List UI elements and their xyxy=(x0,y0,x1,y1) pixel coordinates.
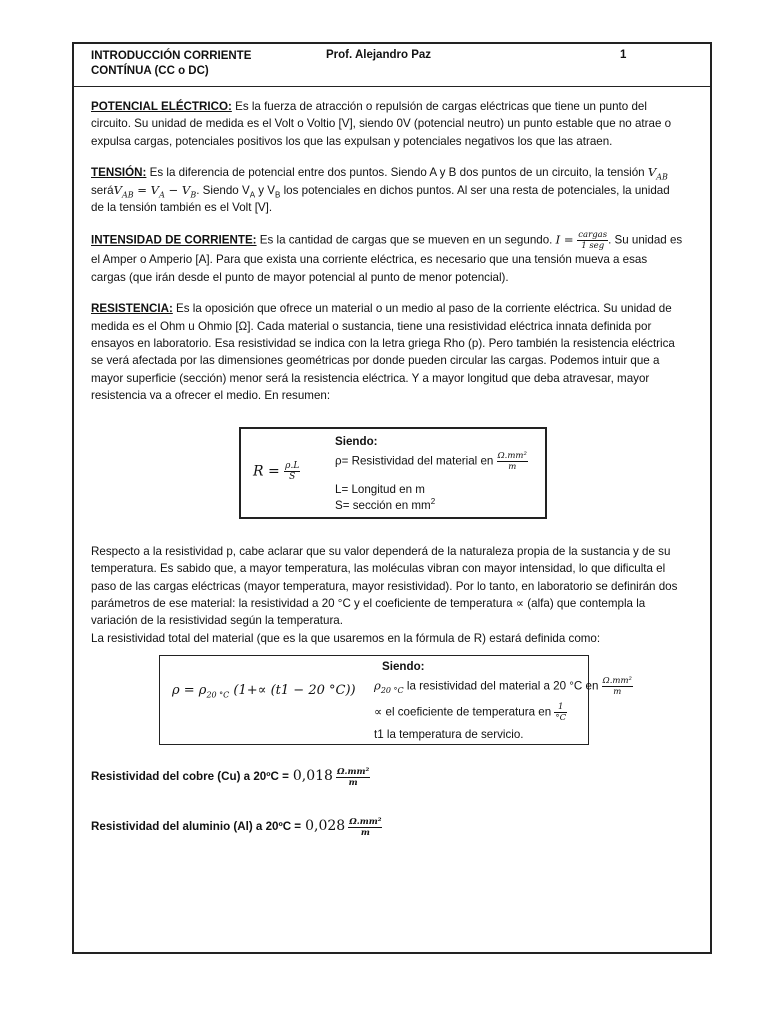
aluminum-resistivity: Resistividad del aluminio (Al) a 20ºC = 0,028 $\frac{\text{Ω.mm²}}{m}$ xyxy=(91,816,382,838)
rho-definition: ρ= Resistividad del material en $\frac{\text{Ω.mm²}}{m}$ xyxy=(335,450,527,472)
siendo-label: Siendo: xyxy=(335,434,378,448)
potencial-label: POTENCIAL ELÉCTRICO: xyxy=(91,100,232,113)
potencial-text: Es la fuerza de atracción o repulsión de cargas eléctricas que tiene un punto del circuito. Su unidad de medida es el Volt o Voltio [V], siendo 0V (potencial neutro) un punto estable que no atrae o expulsa cargas, potenciales positivos los que las expulsan y potenciales negativos los que las atraen. xyxy=(91,100,672,148)
intensidad-label: INTENSIDAD DE CORRIENTE: xyxy=(91,234,257,247)
siendo-label-2: Siendo: xyxy=(382,660,425,674)
professor-name: Prof. Alejandro Paz xyxy=(326,49,432,61)
paragraph-resistividad: Respecto a la resistividad p, cabe aclarar que su valor dependerá de la naturaleza propia de la sustancia y de su temperatura. Es sabido que, a mayor temperatura, las moléculas vibran con mayor intensidad, lo que dificulta el paso de las cargas eléctricas (mayor temperatura, mayor resistividad). Por lo tanto, en laboratorio se definirán dos parámetros de ese material: la resistividad a 20 °C y el coeficiente de temperatura ∝ (alfa) que contempla la variación de la resistividad según la temperatura. La resistividad total del material (que es la que usaremos en la fórmula de R) estará definida como: xyxy=(91,544,678,645)
page-frame xyxy=(72,42,712,954)
tension-equation: $V_{AB} = V_A - V_B$ xyxy=(113,182,197,199)
vab-symbol: $V_{AB}$ xyxy=(647,165,668,182)
t1-definition: t1 la temperatura de servicio. xyxy=(374,728,524,742)
section-resistencia: RESISTENCIA: Es la oposición que ofrece un material o un medio al paso de la corriente eléctrica. Su unidad de medida es el Ohm u Ohmio [Ω]. Cada material o sustancia, tiene una resistividad eléctrica innata definida por ensayos en laboratorio. Esa resistividad se indica con la letra griega Rho (p). Pero también la resistencia eléctrica se verá afectada por las dimensiones geométricas por donde pueden circular las cargas. Podemos intuir que a mayor superficie (sección) menor será la resistencia eléctrica. Y a mayor longitud que deba atravesar, mayor resistencia va a ofrecer el medio. En resumen: xyxy=(91,302,675,403)
alpha-definition: ∝ el coeficiente de temperatura en $\frac{1}{^\circ C}$ xyxy=(374,702,567,724)
tension-label: TENSIÓN: xyxy=(91,166,147,180)
section-definition: S= sección en $mm^2$ xyxy=(335,496,436,512)
title-line-1: INTRODUCCIÓN CORRIENTE xyxy=(91,50,252,62)
section-intensidad: INTENSIDAD DE CORRIENTE: Es la cantidad de cargas que se mueven en un segundo. I = $\frac{\text{cargas}}{\text{1 seg}}$ . Su unidad es el Amper o Amperio [A]. Para que exista una corriente eléctrica, es necesario que una tensión mueva a esas cargas (que irán desde el punto de mayor potencial al punto de menor potencial). xyxy=(91,230,683,284)
document-title xyxy=(91,49,281,79)
rho20-definition: $\rho_{20 ^\circ C}$ la resistividad del material a 20 °C en $\frac{\text{Ω.mm²}}{m}$ xyxy=(374,676,632,698)
page-number: 1 xyxy=(620,49,627,61)
intensity-fraction: $\frac{\text{cargas}}{\text{1 seg}}$ xyxy=(578,230,608,252)
resistance-formula: R = $\frac{\rho.L}{S}$ xyxy=(253,460,300,482)
section-tension: TENSIÓN: Es la diferencia de potencial entre dos puntos. Siendo A y B dos puntos de un circuito, la tensión $V_{AB}$ seráV$_{AB}$ = $V_A - V_B$. Siendo $V_A$ y $V_B$ los potenciales en dichos puntos. Al ser una resta de potenciales, la unidad de la tensión también es el Volt [V]. xyxy=(91,165,670,215)
title-line-2: CONTÍNUA (CC o DC) xyxy=(91,65,209,77)
document-body xyxy=(91,98,683,845)
page-header xyxy=(74,44,710,87)
resistivity-formula: $\rho = \rho_{20 ^\circ C}$ (1+∝ (t1 − 20 °C)) xyxy=(172,683,356,700)
tension-text-1: Es la diferencia de potencial entre dos puntos. Siendo A y B dos puntos de un circuito, la tensión xyxy=(146,166,648,180)
resistivity-formula-box xyxy=(159,655,632,745)
tension-text-2: será xyxy=(91,183,114,197)
resistance-formula-box xyxy=(239,427,547,519)
copper-resistivity: Resistividad del cobre (Cu) a 20ºC = 0,018 $\frac{\text{Ω.mm²}}{m}$ xyxy=(91,766,370,788)
intensity-equation: I = xyxy=(555,233,578,247)
resistencia-label: RESISTENCIA: xyxy=(91,302,173,316)
length-definition: L= Longitud en m xyxy=(335,482,425,496)
section-potencial xyxy=(91,98,683,150)
